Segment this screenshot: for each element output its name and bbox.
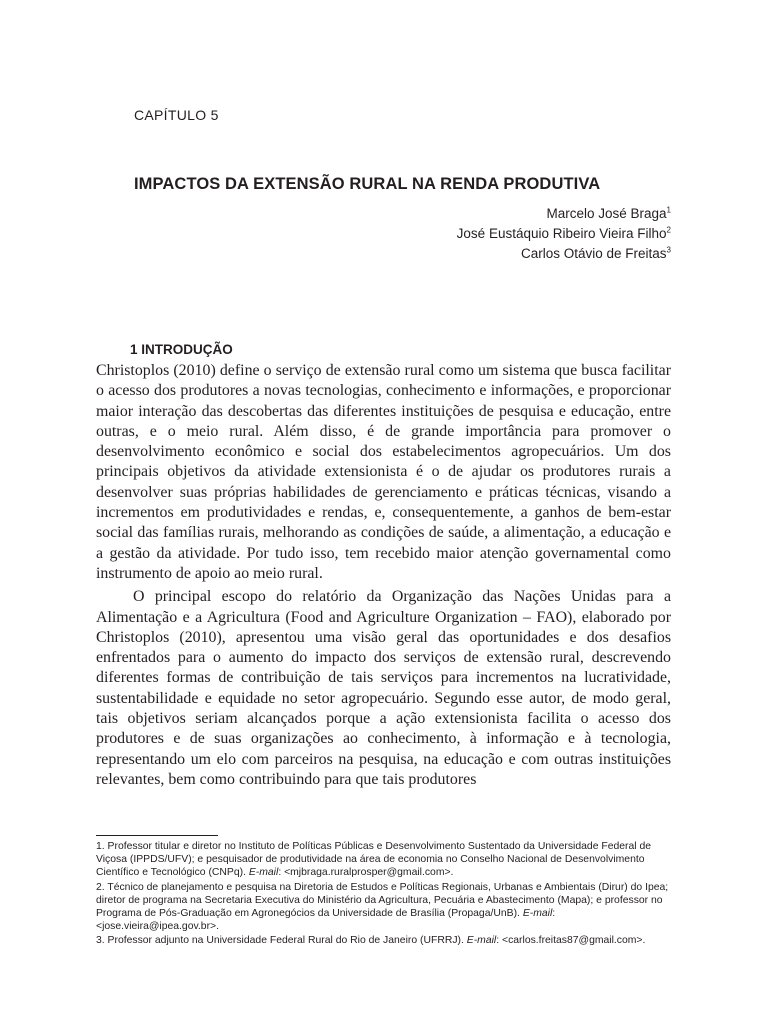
author-name: José Eustáquio Ribeiro Vieira Filho [456,226,667,241]
footnote-text: 2. Técnico de planejamento e pesquisa na Diretoria de Estudos e Políticas Regionais, Urbanas e Ambientais (Dirur) do Ipea; diretor de programa na Secretaria Executiva do Ministério da Agricultura, Pecuária e Abastecimento (Mapa); e professor no Programa de Pós-Graduação em Agronegócios da Universidade de Brasília (Propaga/UnB). [96,881,669,920]
author-2 [457,224,671,244]
footnote-text: 3. Professor adjunto na Universidade Federal Rural do Rio de Janeiro (UFRRJ). [96,935,467,947]
paragraph-2: O principal escopo do relatório da Organização das Nações Unidas para a Alimentação e a Agricultura (Food and Agriculture Organization – FAO), elaborado por Christoplos (2010), apresentou uma visão geral das oportunidades e dos desafios enfrentados para o aumento do impacto dos serviços de extensão rural, descrevendo diferentes formas de contribuição de tais serviços para incrementos na lucratividade, sustentabilidade e equidade no setor agropecuário. Segundo esse autor, de modo geral, tais objetivos seriam alcançados porque a ação extensionista facilita o acesso dos produtores e de suas organizações ao conhecimento, à informação e à tecnologia, representando um elo com parceiros na pesquisa, na educação e com outras instituições relevantes, bem como contribuindo para que tais produtores [96,588,671,788]
email-label: E-mail [466,935,497,947]
footnote-email: : <mjbraga.ruralprosper@gmail.com>. [278,867,454,879]
body-text [96,361,671,793]
chapter-title: IMPACTOS DA EXTENSÃO RURAL NA RENDA PRODUTIVA [134,175,601,193]
footnote-mark: 1 [666,205,671,215]
author-3 [457,244,671,264]
email-label: E-mail [522,908,553,920]
footnote-mark: 2 [666,225,671,235]
footnote-1 [96,840,671,880]
email-label: E-mail [248,867,279,879]
footnote-email: : <carlos.freitas87@gmail.com>. [496,935,646,947]
footnote-mark: 3 [666,245,671,255]
footnote-3 [96,934,671,947]
author-name: Marcelo José Braga [546,206,667,221]
footnote-divider [96,835,218,836]
chapter-label: CAPÍTULO 5 [134,107,219,123]
author-list [457,204,671,264]
footnote-text: 1. Professor titular e diretor no Instituto de Políticas Públicas e Desenvolvimento Sustentado da Universidade Federal de Viçosa (IPPDS/UFV); e pesquisador de produtividade na área de economia no Conselho Nacional de Desenvolvimento Científico e Tecnológico (CNPq). [96,841,652,879]
footnote-2 [96,881,671,934]
paragraph-1: Christoplos (2010) define o serviço de extensão rural como um sistema que busca facilitar o acesso dos produtores a novas tecnologias, conhecimento e informações, e proporcionar maior interação das descobertas das diferentes instituições de pesquisa e educação, entre outras, e o meio rural. Além disso, é de grande importância para promover o desenvolvimento econômico e social dos estabelecimentos agropecuários. Um dos principais objetivos da atividade extensionista é o de ajudar os produtores rurais a desenvolver suas próprias habilidades de gerenciamento e práticas técnicas, visando a incrementos em produtividades e rendas, e, consequentemente, a ganhos de bem-estar social das famílias rurais, melhorando as condições de saúde, a alimentação, a educação e a gestão da atividade. Por tudo isso, tem recebido maior atenção governamental como instrumento de apoio ao meio rural. [96,362,671,582]
author-1 [457,204,671,224]
footnotes [96,840,671,949]
section-heading: 1 INTRODUÇÃO [130,342,233,357]
author-name: Carlos Otávio de Freitas [520,246,667,261]
footnote-email: : <jose.vieira@ipea.gov.br>. [96,908,556,933]
